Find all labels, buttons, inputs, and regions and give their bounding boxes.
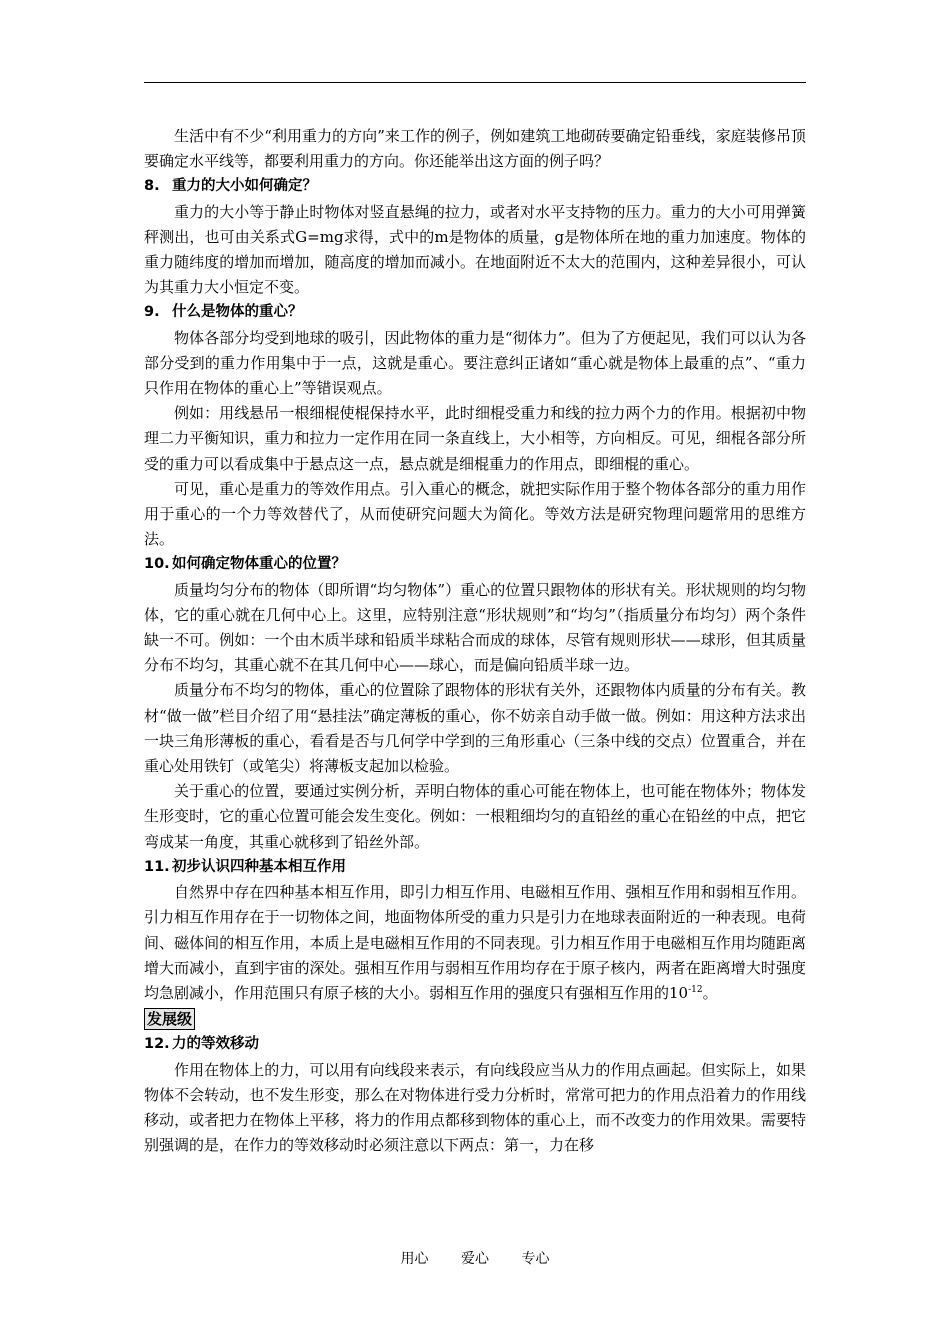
- section-heading-9: [144, 300, 806, 325]
- page-footer: [0, 1248, 950, 1268]
- exponent: -12: [688, 984, 703, 995]
- paragraph: 质量均匀分布的物体（即所谓“均匀物体”）重心的位置只跟物体的形状有关。形状规则的均匀物体，它的重心就在几何中心上。这里，应特别注意“形状规则”和“均匀”（指质量分布均匀）两个条件缺一不可。例如：一个由木质半球和铅质半球粘合而成的球体，尽管有规则形状——球形，但其质量分布不均匀，其重心就不在其几何中心——球心，而是偏向铅质半球一边。: [144, 580, 806, 675]
- section-number: 9.: [144, 304, 160, 321]
- section-heading-12: [144, 1032, 806, 1057]
- paragraph: 生活中有不少“利用重力的方向”来工作的例子，例如建筑工地砌砖要确定铅垂线，家庭装修吊顶要确定水平线等，都要利用重力的方向。你还能举出这方面的例子吗？: [144, 127, 806, 171]
- paragraph-end: 。: [702, 983, 718, 1002]
- paragraph: 重力的大小等于静止时物体对竖直悬绳的拉力，或者对水平支持物的压力。重力的大小可用弹簧秤测出，也可由关系式G=mg求得，式中的m是物体的质量，g是物体所在地的重力加速度。物体的重力随纬度的增加而增加，随高度的增加而减小。在地面附近不太大的范围内，这种差异很小，可认为其重力大小恒定不变。: [144, 202, 806, 297]
- section-heading-8: [144, 174, 806, 199]
- section-number: 12.: [144, 1036, 170, 1053]
- paragraph-text: 自然界中存在四种基本相互作用，即引力相互作用、电磁相互作用、强相互作用和弱相互作用。引力相互作用存在于一切物体之间，地面物体所受的重力只是引力在地球表面附近的一种表现。电荷间、磁体间的相互作用，本质上是电磁相互作用的不同表现。引力相互作用于电磁相互作用均随距离增大而减小，直到宇宙的深处。强相互作用与弱相互作用均存在于原子核内，两者在距离增大时强度均急剧减小，作用范围只有原子核的大小。弱相互作用的强度只有强相互作用的10: [144, 883, 806, 1002]
- paragraph: 例如：用线悬吊一根细棍使棍保持水平，此时细棍受重力和线的拉力两个力的作用。根据初中物理二力平衡知识，重力和拉力一定作用在同一条直线上，大小相等，方向相反。可见，细棍各部分所受的重力可以看成集中于悬点这一点，悬点就是细棍重力的作用点，即细棍的重心。: [144, 404, 806, 473]
- section-title: 力的等效移动: [172, 1036, 259, 1053]
- paragraph: 关于重心的位置，要通过实例分析，弄明白物体的重心可能在物体上，也可能在物体外；物体发生形变时，它的重心位置可能会发生变化。例如：一根粗细均匀的直铅丝的重心在铅丝的中点，把它弯成某一角度，其重心就移到了铅丝外部。: [144, 782, 806, 851]
- header-rule: [144, 82, 806, 83]
- section-title: 初步认识四种基本相互作用: [172, 858, 346, 875]
- paragraph: 可见，重心是重力的等效作用点。引入重心的概念，就把实际作用于整个物体各部分的重力用作用于重心的一个力等效替代了，从而使研究问题大为简化。等效方法是研究物理问题常用的思维方法。: [144, 479, 806, 549]
- section-heading-11: [144, 855, 806, 880]
- paragraph: 作用在物体上的力，可以用有向线段来表示，有向线段应当从力的作用点画起。但实际上，如果物体不会转动，也不发生形变，那么在对物体进行受力分析时，常常可把力的作用点沿着力的作用线移动，或者把力在物体上平移，将力的作用点都移到物体的重心上，而不改变力的作用效果。需要特别强调的是，在作力的等效移动时必须注意以下两点：第一，力在移: [144, 1060, 806, 1155]
- section-number: 10.: [144, 556, 170, 573]
- paragraph: [144, 880, 806, 1006]
- level-badge: 发展级: [144, 1008, 195, 1030]
- paragraph: 质量分布不均匀的物体，重心的位置除了跟物体的形状有关外，还跟物体内质量的分布有关。教材“做一做”栏目介绍了用“悬挂法”确定薄板的重心，你不妨亲自动手做一做。例如：用这种方法求出一块三角形薄板的重心，看看是否与几何学中学到的三角形重心（三条中线的交点）位置重合，并在重心处用铁钉（或笔尖）将薄板支起加以检验。: [144, 681, 806, 776]
- footer-text: 爱心: [461, 1251, 489, 1267]
- section-heading-10: [144, 552, 806, 577]
- section-number: 8.: [144, 178, 160, 195]
- section-title: 重力的大小如何确定？: [172, 178, 317, 195]
- footer-text: 专心: [521, 1251, 550, 1267]
- document-body: [144, 124, 806, 1158]
- section-title: 什么是物体的重心？: [172, 304, 303, 321]
- footer-text: 用心: [400, 1251, 429, 1267]
- level-badge-line: [144, 1006, 806, 1032]
- section-title: 如何确定物体重心的位置？: [172, 556, 346, 573]
- paragraph: 物体各部分均受到地球的吸引，因此物体的重力是“彻体力”。但为了方便起见，我们可以认为各部分受到的重力作用集中于一点，这就是重心。要注意纠正诸如“重心就是物体上最重的点”、“重力只作用在物体的重心上”等错误观点。: [144, 328, 806, 398]
- section-number: 11.: [144, 858, 170, 875]
